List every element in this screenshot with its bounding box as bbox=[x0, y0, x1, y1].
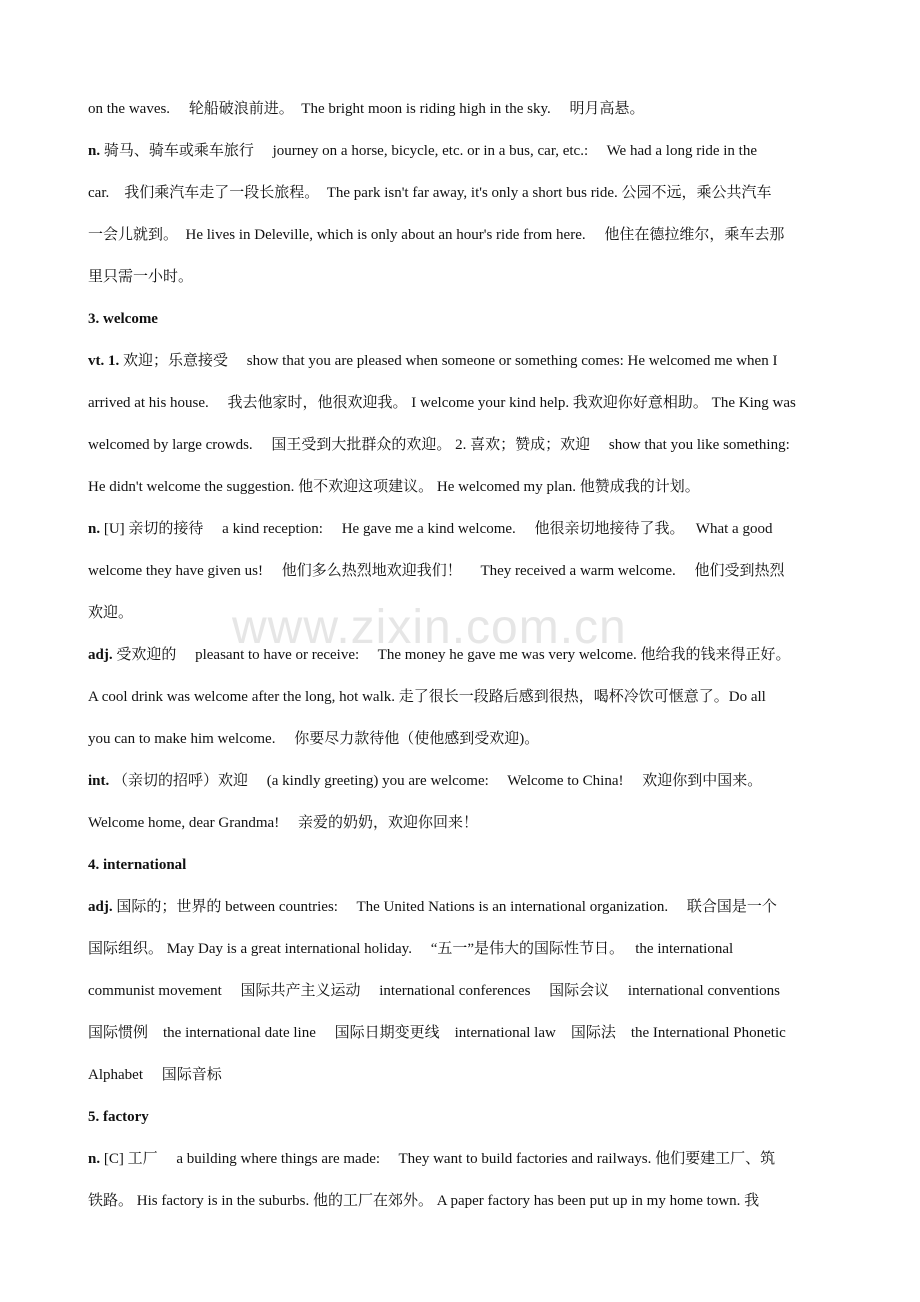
line-text: [C] 工厂 a building where things are made: They want to build factories and railways. 他们要建工厂、筑 bbox=[100, 1151, 776, 1167]
part-of-speech: adj. bbox=[88, 647, 113, 663]
line-text: [U] 亲切的接待 a kind reception: He gave me a kind welcome. 他很亲切地接待了我。 What a good bbox=[100, 521, 773, 537]
entry-heading-factory bbox=[88, 1096, 858, 1138]
line-text: 一会儿就到。 He lives in Deleville, which is only about an hour's ride from here. 他住在德拉维尔，乘车去那 bbox=[88, 227, 785, 243]
line-text: 里只需一小时。 bbox=[88, 269, 194, 285]
line-text: Alphabet 国际音标 bbox=[88, 1067, 222, 1083]
line-text: Welcome home, dear Grandma! 亲爱的奶奶，欢迎你回来！ bbox=[88, 815, 478, 831]
line-text: 欢迎；乐意接受 show that you are pleased when someone or something comes: He welcomed me when I bbox=[119, 353, 778, 369]
line-text: （亲切的招呼）欢迎 (a kindly greeting) you are welcome: Welcome to China! 欢迎你到中国来。 bbox=[109, 773, 763, 789]
text-line-22 bbox=[88, 970, 858, 1012]
entry-heading-welcome bbox=[88, 298, 858, 340]
text-line-7 bbox=[88, 340, 858, 382]
text-line-21 bbox=[88, 928, 858, 970]
text-line-3 bbox=[88, 172, 858, 214]
line-text: 受欢迎的 pleasant to have or receive: The money he gave me was very welcome. 他给我的钱来得正好。 bbox=[112, 647, 791, 663]
text-line-12 bbox=[88, 550, 858, 592]
text-line-24 bbox=[88, 1054, 858, 1096]
text-line-4 bbox=[88, 214, 858, 256]
part-of-speech: n. bbox=[88, 521, 101, 537]
text-line-8 bbox=[88, 382, 858, 424]
text-line-10 bbox=[88, 466, 858, 508]
line-text: 骑马、骑车或乘车旅行 journey on a horse, bicycle, etc. or in a bus, car, etc.: We had a long ride in the bbox=[100, 143, 758, 159]
text-line-26 bbox=[88, 1138, 858, 1180]
line-text: you can to make him welcome. 你要尽力款待他（使他感到受欢迎)。 bbox=[88, 731, 540, 747]
document-page bbox=[88, 88, 858, 1222]
part-of-speech: adj. bbox=[88, 899, 113, 915]
line-text: 欢迎。 bbox=[88, 605, 134, 621]
text-line-17 bbox=[88, 760, 858, 802]
line-text: on the waves. 轮船破浪前进。 The bright moon is riding high in the sky. 明月高悬。 bbox=[88, 101, 645, 117]
line-text: 国际惯例 the international date line 国际日期变更线 international law 国际法 the International Phonetic bbox=[88, 1025, 786, 1041]
line-text: car. 我们乘汽车走了一段长旅程。 The park isn't far away, it's only a short bus ride. 公园不远，乘公共汽车 bbox=[88, 185, 772, 201]
text-line-16 bbox=[88, 718, 858, 760]
text-line-5 bbox=[88, 256, 858, 298]
text-line-1 bbox=[88, 88, 858, 130]
line-text: He didn't welcome the suggestion. 他不欢迎这项建议。 He welcomed my plan. 他赞成我的计划。 bbox=[88, 479, 700, 495]
line-text: welcomed by large crowds. 国王受到大批群众的欢迎。 2. 喜欢；赞成；欢迎 show that you like something: bbox=[88, 437, 790, 453]
part-of-speech: n. bbox=[88, 143, 101, 159]
line-text: 国际组织。 May Day is a great international holiday. “五一”是伟大的国际性节日。 the international bbox=[88, 941, 734, 957]
watermark-text: www.zixin.com.cn bbox=[232, 601, 627, 654]
entry-heading: 5. factory bbox=[88, 1109, 149, 1125]
part-of-speech: int. bbox=[88, 773, 110, 789]
entry-heading: 4. international bbox=[88, 857, 187, 873]
text-line-2 bbox=[88, 130, 858, 172]
text-line-14 bbox=[88, 634, 858, 676]
line-text: arrived at his house. 我去他家时，他很欢迎我。 I welcome your kind help. 我欢迎你好意相助。 The King was bbox=[88, 395, 796, 411]
text-line-15 bbox=[88, 676, 858, 718]
text-line-13 bbox=[88, 592, 858, 634]
entry-heading: 3. welcome bbox=[88, 311, 158, 327]
line-text: welcome they have given us! 他们多么热烈地欢迎我们！ They received a warm welcome. 他们受到热烈 bbox=[88, 563, 785, 579]
part-of-speech: n. bbox=[88, 1151, 101, 1167]
line-text: 国际的；世界的 between countries: The United Nations is an international organization. 联合国是一个 bbox=[112, 899, 777, 915]
text-line-20 bbox=[88, 886, 858, 928]
text-line-27 bbox=[88, 1180, 858, 1222]
line-text: 铁路。 His factory is in the suburbs. 他的工厂在郊外。 A paper factory has been put up in my home town. 我 bbox=[88, 1193, 760, 1209]
text-line-11 bbox=[88, 508, 858, 550]
text-line-18 bbox=[88, 802, 858, 844]
part-of-speech: vt. 1. bbox=[88, 353, 120, 369]
line-text: communist movement 国际共产主义运动 international conferences 国际会议 international conventions bbox=[88, 983, 780, 999]
text-line-9 bbox=[88, 424, 858, 466]
text-line-23 bbox=[88, 1012, 858, 1054]
line-text: A cool drink was welcome after the long, hot walk. 走了很长一段路后感到很热，喝杯冷饮可惬意了。Do all bbox=[88, 689, 766, 705]
entry-heading-international bbox=[88, 844, 858, 886]
